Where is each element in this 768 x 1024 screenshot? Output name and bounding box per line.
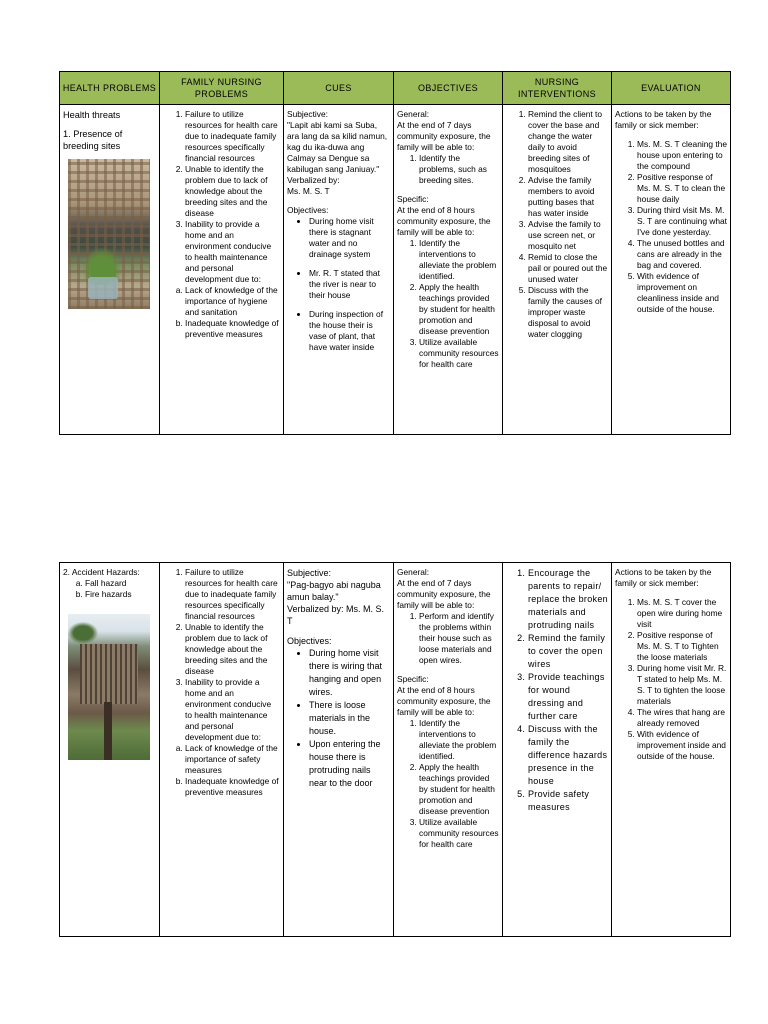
family-problems-sublist (163, 743, 280, 798)
objective-cues-list (287, 216, 390, 353)
health-problem-cell (60, 563, 160, 937)
breeding-site-photo (68, 159, 150, 309)
health-problem-cell (60, 105, 160, 435)
family-problems-list (163, 109, 280, 285)
list-item: 2. Unable to identify the problem due to lack of knowledge about the breeding sites and the disease (185, 164, 280, 219)
family-problems-sublist (163, 285, 280, 340)
subjective-label: Subjective: (287, 568, 332, 578)
subjective-label: Subjective: (287, 109, 328, 119)
list-item: 2. Apply the health teachings provided by student for health promotion and disease prevention (419, 282, 499, 337)
general-objectives-list (397, 611, 499, 666)
list-item: 5. Provide safety measures (528, 788, 608, 814)
hazard-house-photo (68, 614, 150, 760)
list-item: 2. Apply the health teachings provided by student for health promotion and disease prevention (419, 762, 499, 817)
interventions-list (506, 109, 608, 340)
list-item: 3. Provide teachings for wound dressing and further care (528, 671, 608, 723)
list-item: 5. With evidence of improvement inside and outside of the house. (637, 729, 727, 762)
specific-label: Specific: (397, 674, 429, 684)
evaluation-list (615, 139, 727, 315)
list-item: • There is loose materials in the house. (309, 699, 390, 738)
list-item: 2. Advise the family members to avoid putting bases that has water inside (528, 175, 608, 219)
interventions-list (506, 567, 608, 814)
list-item: 1. Encourage the parents to repair/ replace the broken materials and protruding nails (528, 567, 608, 632)
health-problem-title: 2. Accident Hazards: (63, 567, 140, 577)
general-label: General: (397, 109, 430, 119)
list-item: 4. The wires that hang are already removed (637, 707, 727, 729)
list-item: 1. Failure to utilize resources for health care due to inadequate family resources specifically financial resources (185, 109, 280, 164)
list-item: 1. Perform and identify the problems within their house such as loose materials and open wires. (419, 611, 499, 666)
header-evaluation: EVALUATION (612, 72, 731, 105)
list-item: 3. During home visit Mr. R. T stated to help Ms. M. S. T to tighten the loose materials (637, 663, 727, 707)
evaluation-cell (612, 563, 731, 937)
table-row (60, 105, 731, 435)
list-item: 2. Unable to identify the problem due to lack of knowledge about the breeding sites and the disease (185, 622, 280, 677)
list-item: 1. Identify the interventions to alleviate the problem identified. (419, 238, 499, 282)
list-item: 2. Positive response of Ms. M. S. T to clean the house daily (637, 172, 727, 205)
hazard-list (63, 578, 156, 600)
header-family-nursing-problems: FAMILY NURSING PROBLEMS (160, 72, 284, 105)
specific-label: Specific: (397, 194, 429, 204)
list-item: 3. Advise the family to use screen net, or mosquito net (528, 219, 608, 252)
list-item: 1. Ms. M. S. T cover the open wire during home visit (637, 597, 727, 630)
nursing-care-plan-table-2 (59, 562, 731, 937)
specific-text: At the end of 8 hours community exposure, the family will be able to: (397, 205, 491, 237)
subjective-quote: "Lapit abi kami sa Suba, ara lang da sa kilid namun, kag du ika-duwa ang Calmay sa Dengue sa kabilugan sang Janiuay." (287, 120, 388, 174)
subjective-quote: "Pag-bagyo abi naguba amun balay." (287, 580, 381, 602)
list-item: 1. Failure to utilize resources for health care due to inadequate family resources specifically financial resources (185, 567, 280, 622)
list-item: 1. Identify the problems, such as breeding sites. (419, 153, 499, 186)
general-objectives-list (397, 153, 499, 186)
nursing-care-plan-table-1 (59, 71, 731, 435)
evaluation-intro: Actions to be taken by the family or sick member: (615, 567, 712, 588)
list-item: 2. Positive response of Ms. M. S. T to Tighten the loose materials (637, 630, 727, 663)
cues-cell (284, 563, 394, 937)
verbalized-label: Verbalized by: Ms. M. S. T (287, 604, 385, 626)
family-nursing-problems-cell (160, 563, 284, 937)
list-item: 4. Remid to close the pail or poured out the unused water (528, 252, 608, 285)
health-problem-item: 1. Presence of breeding sites (63, 129, 123, 151)
nursing-interventions-cell (503, 105, 612, 435)
tree-foliage-shape (68, 622, 98, 644)
list-item: • During home visit there is stagnant water and no drainage system (309, 216, 390, 260)
list-item: 3. Inability to provide a home and an environment conducive to health maintenance and personal development due to: (185, 677, 280, 743)
list-item: 3. Utilize available community resources for health care (419, 337, 499, 370)
header-objectives: OBJECTIVES (394, 72, 503, 105)
table-header-row (60, 72, 731, 105)
health-problem-title: Health threats (63, 110, 121, 120)
objectives-label: Objectives: (287, 636, 332, 646)
list-item: • During home visit there is wiring that hanging and open wires. (309, 647, 390, 699)
list-item: 1. Identify the interventions to alleviate the problem identified. (419, 718, 499, 762)
list-item: a. Lack of knowledge of the importance of hygiene and sanitation (185, 285, 280, 318)
objectives-label: Objectives: (287, 205, 329, 215)
list-item: • Mr. R. T stated that the river is near to their house (309, 268, 390, 301)
list-item: 2. Remind the family to cover the open wires (528, 632, 608, 671)
header-nursing-interventions: NURSING INTERVENTIONS (503, 72, 612, 105)
nursing-interventions-cell (503, 563, 612, 937)
specific-objectives-list (397, 718, 499, 850)
list-item: b. Fire hazards (85, 589, 156, 600)
verbalized-label: Verbalized by: (287, 175, 340, 185)
list-item: 5. Discuss with the family the causes of improper waste disposal to avoid water clogging (528, 285, 608, 340)
list-item: • During inspection of the house their is vase of plant, that have water inside (309, 309, 390, 353)
family-nursing-problems-cell (160, 105, 284, 435)
header-health-problems: HEALTH PROBLEMS (60, 72, 160, 105)
family-problems-list (163, 567, 280, 743)
house-shape (80, 644, 138, 704)
list-item: b. Inadequate knowledge of preventive measures (185, 776, 280, 798)
list-item: 3. During third visit Ms. M. S. T are continuing what I've done yesterday. (637, 205, 727, 238)
list-item: 1. Remind the client to cover the base and change the water daily to avoid breeding sites of mosquitoes (528, 109, 608, 175)
cues-cell (284, 105, 394, 435)
evaluation-list (615, 597, 727, 762)
list-item: a. Lack of knowledge of the importance of safety measures (185, 743, 280, 776)
table-row (60, 563, 731, 937)
list-item: 3. Utilize available community resources for health care (419, 817, 499, 850)
specific-text: At the end of 8 hours community exposure, the family will be able to: (397, 685, 491, 717)
general-text: At the end of 7 days community exposure, the family will be able to: (397, 120, 491, 152)
list-item: 4. The unused bottles and cans are already in the bag and covered. (637, 238, 727, 271)
list-item: a. Fall hazard (85, 578, 156, 589)
objective-cues-list (287, 647, 390, 790)
evaluation-cell (612, 105, 731, 435)
evaluation-intro: Actions to be taken by the family or sick member: (615, 109, 712, 130)
list-item: b. Inadequate knowledge of preventive measures (185, 318, 280, 340)
general-text: At the end of 7 days community exposure, the family will be able to: (397, 578, 491, 610)
header-cues: CUES (284, 72, 394, 105)
list-item: 3. Inability to provide a home and an environment conducive to health maintenance and personal development due to: (185, 219, 280, 285)
general-label: General: (397, 567, 430, 577)
verbalized-by: Ms. M. S. T (287, 186, 330, 196)
wooden-post-shape (104, 702, 112, 760)
objectives-cell (394, 105, 503, 435)
objectives-cell (394, 563, 503, 937)
list-item: • Upon entering the house there is protruding nails near to the door (309, 738, 390, 790)
specific-objectives-list (397, 238, 499, 370)
water-basin-shape (88, 277, 118, 299)
list-item: 5. With evidence of improvement on cleanliness inside and outside of the house. (637, 271, 727, 315)
list-item: 1. Ms. M. S. T cleaning the house upon entering to the compound (637, 139, 727, 172)
list-item: 4. Discuss with the family the difference hazards presence in the house (528, 723, 608, 788)
